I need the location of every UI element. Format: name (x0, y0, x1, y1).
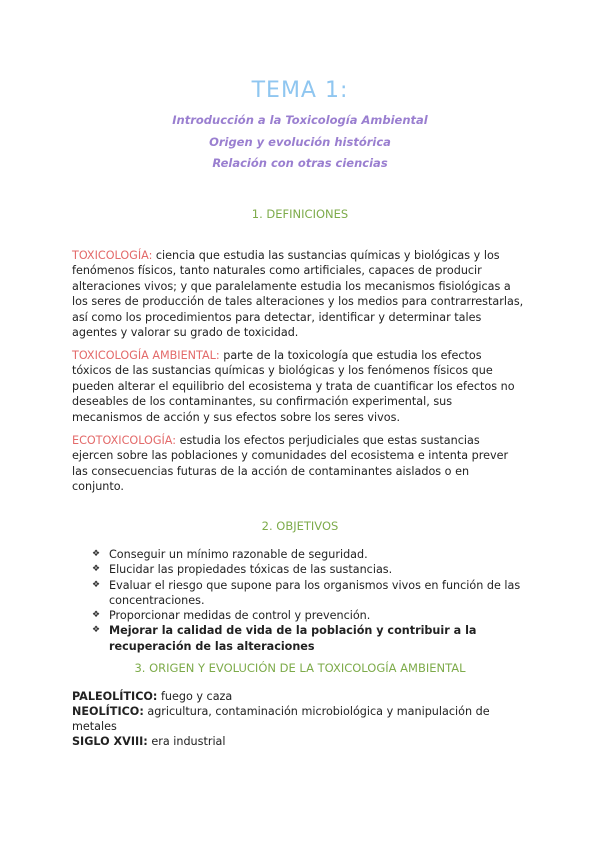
list-item: ❖ Mejorar la calidad de vida de la población y contribuir a la recuperación de las alteraciones (92, 624, 477, 653)
definition-toxicologia (72, 248, 524, 340)
diamond-bullet-icon: ❖ (92, 579, 101, 590)
list-item: ❖ Evaluar el riesgo que supone para los organismos vivos en función de las concentraciones. (92, 578, 521, 607)
page-title: TEMA 1: (251, 78, 349, 103)
term-label: ECOTOXICOLOGÍA: (72, 434, 177, 447)
subtitle-origen: Origen y evolución histórica (209, 135, 391, 149)
definition-ecotoxicologia (72, 433, 524, 495)
era-text: era industrial (147, 735, 226, 748)
definition-text: ciencia que estudia las sustancias químicas y biológicas y los fenómenos físicos, tanto naturales como artificiales, capaces de producir alteraciones vivos; y que paralelamente estudia los mecanismos fisiológicas a los seres de producción de tales alteraciones y los medios para contrarrestarlas, así como los procedimientos para detectar, identificar y determinar tales agentes y valorar su grado de toxicidad. (72, 249, 524, 340)
diamond-bullet-icon: ❖ (92, 564, 101, 575)
subtitle-intro: Introducción a la Toxicología Ambiental (172, 113, 428, 127)
diamond-bullet-icon: ❖ (92, 610, 101, 621)
heading-objetivos: 2. OBJETIVOS (261, 519, 339, 533)
heading-definiciones: 1. DEFINICIONES (251, 207, 349, 221)
heading-origen: 3. ORIGEN Y EVOLUCIÓN DE LA TOXICOLOGÍA AMBIENTAL (134, 661, 466, 675)
era-label: NEOLÍTICO: (72, 705, 144, 718)
era-siglo-xviii (72, 735, 524, 750)
list-item: ❖ Proporcionar medidas de control y prevención. (92, 609, 371, 623)
definition-text: estudia los efectos perjudiciales que estas sustancias ejercen sobre las poblaciones y comunidades del ecosistema e intenta prever las consecuencias futuras de la acción de contaminantes aislados o en conjunto. (72, 434, 509, 494)
era-text: agricultura, contaminación microbiológica y manipulación de metales (72, 705, 490, 733)
diamond-bullet-icon: ❖ (92, 549, 101, 559)
objectives-list (92, 547, 524, 654)
term-label: TOXICOLOGÍA AMBIENTAL: (72, 349, 220, 362)
subtitle-relacion: Relación con otras ciencias (212, 156, 388, 170)
era-neolitico (72, 705, 524, 735)
definition-toxicologia-ambiental (72, 348, 524, 425)
list-item: ❖ Conseguir un mínimo razonable de seguridad. (92, 548, 368, 561)
term-label: TOXICOLOGÍA: (72, 249, 153, 262)
era-paleolitico (72, 690, 524, 705)
definition-text: parte de la toxicología que estudia los efectos tóxicos de las sustancias químicas y biológicas y los fenómenos físicos que pueden alterar el equilibrio del ecosistema y trata de cuantificar los efectos no deseables de los contaminantes, su confirmación experimental, sus mecanismos de acción y sus efectos sobre los seres vivos. (72, 349, 515, 424)
era-text: fuego y caza (157, 690, 233, 703)
list-item: ❖ Elucidar las propiedades tóxicas de las sustancias. (92, 563, 393, 577)
era-label: SIGLO XVIII: (72, 735, 148, 748)
era-label: PALEOLÍTICO: (72, 690, 158, 703)
diamond-bullet-icon: ❖ (92, 625, 101, 636)
